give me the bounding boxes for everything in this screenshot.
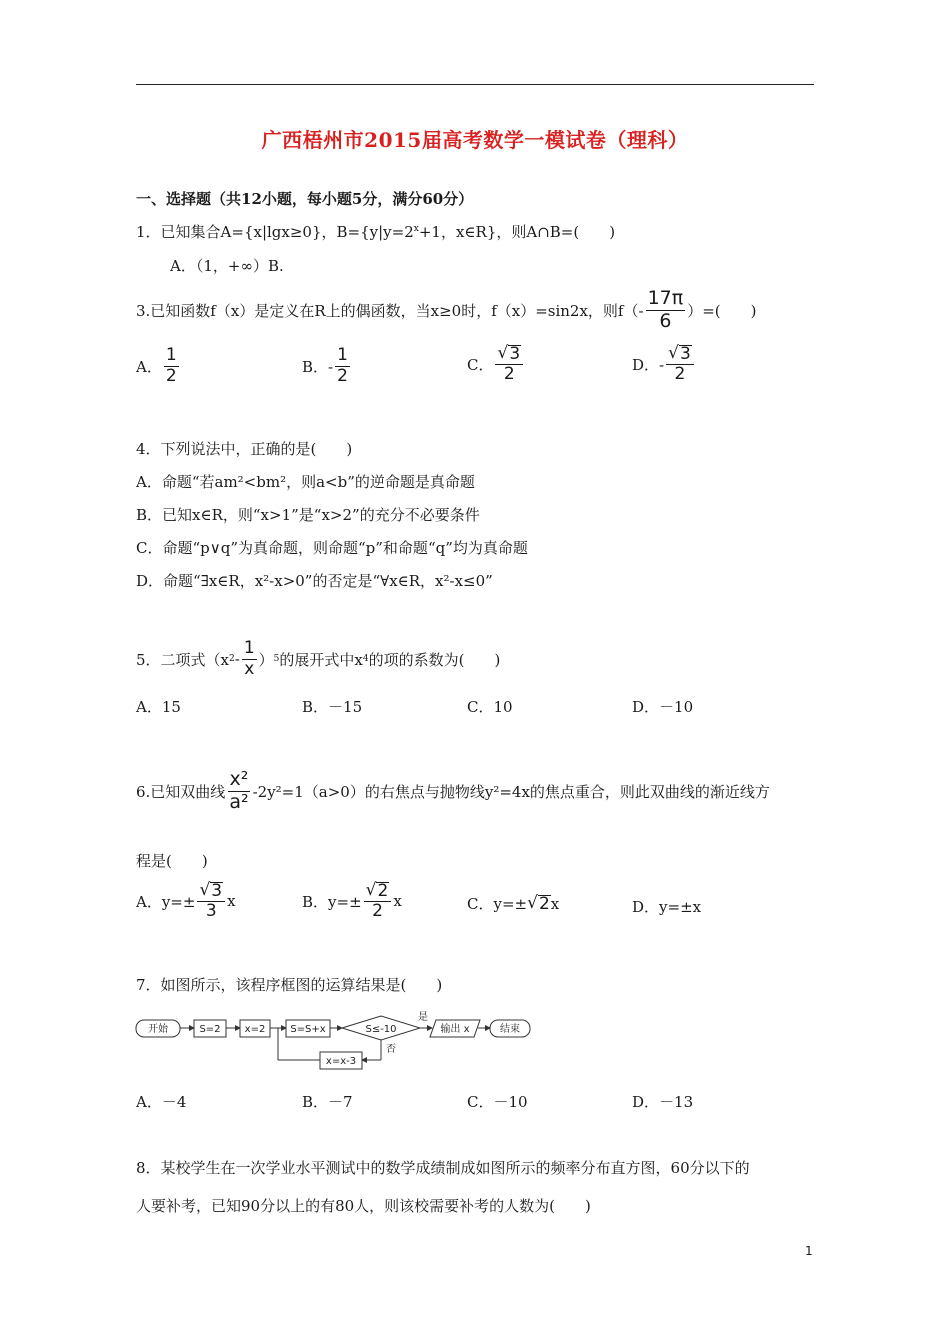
fraction-17pi-6: $\frac{17\pi}{6}$	[647, 287, 684, 332]
question-3-option-a: A． $\frac{1}{2}$	[136, 345, 177, 386]
page-title: 广西梧州市2015届高考数学一模试卷（理科）	[261, 128, 689, 152]
question-8-line1: 8．某校学生在一次学业水平测试中的数学成绩制成如图所示的频率分布直方图，60分以下的	[136, 1159, 750, 1177]
question-6-option-c: C．y=± √ 2 x	[467, 892, 560, 914]
question-7-option-d: D．－13	[632, 1093, 694, 1111]
question-3-option-d: D．- √ 3 2	[632, 345, 696, 384]
question-6-option-b: B．y=± √ 2 2 x	[302, 880, 402, 921]
flow-start-label: 开始	[148, 1024, 168, 1035]
flow-end-label: 结束	[500, 1024, 520, 1035]
flowchart-svg	[134, 1010, 534, 1076]
flow-condition-label: S≤-10	[365, 1024, 397, 1035]
flow-x-update-label: x=x-3	[325, 1056, 357, 1067]
question-1-option-a: A．（1，+∞）B.	[170, 257, 284, 275]
question-7: 7．如图所示，该程序框图的运算结果是( )	[136, 976, 443, 994]
question-3-option-c: C． √ 3 2	[467, 345, 525, 384]
question-1: 1．已知集合A={x|lgx≥0}，$B=\{y|y=2^x+1$，x∈R}，则A∩B=( )	[136, 223, 616, 241]
flowchart	[134, 1010, 534, 1076]
question-5-option-d: D．－10	[632, 698, 694, 716]
question-3: 3.已知函数f（x）是定义在R上的偶函数，当x≥0时，f（x）=sin2x，则f（- $\frac{17\pi}{6}$ ）=( )	[136, 287, 757, 332]
section-heading: 一、选择题（共12小题，每小题5分，满分60分）	[136, 190, 474, 208]
flow-x-init-label: x=2	[244, 1024, 266, 1035]
flow-no-label: 否	[386, 1044, 396, 1055]
question-6: 6.已知双曲线 $\frac{\text{x²}}{\text{a²}}$ -2y²=1（a>0）的右焦点与抛物线y²=4x的焦点重合，则此双曲线的渐近线方	[136, 768, 770, 813]
question-7-option-c: C．－10	[467, 1093, 528, 1111]
question-6-line2: 程是( )	[136, 852, 208, 870]
question-6-option-d: D．y=±x	[632, 898, 702, 916]
page-number: 1	[805, 1244, 813, 1258]
question-6-option-a: A．y=± √ 3 3 x	[136, 880, 236, 921]
question-7-option-a: A．－4	[136, 1093, 187, 1111]
question-7-option-b: B．－7	[302, 1093, 353, 1111]
question-3-option-b: B．- $\frac{1}{2}$	[302, 345, 348, 386]
question-5-option-a: A．15	[136, 698, 181, 716]
question-4-option-b: B．已知x∈R，则“x>1”是“x>2”的充分不必要条件	[136, 506, 480, 524]
question-4-option-c: C．命题“p∨q”为真命题，则命题“p”和命题“q”均为真命题	[136, 539, 528, 557]
flow-s-update-label: S=S+x	[290, 1024, 326, 1035]
question-5-option-c: C．10	[467, 698, 513, 716]
question-5-option-b: B．－15	[302, 698, 363, 716]
flow-output-label: 输出 x	[440, 1024, 470, 1035]
question-4: 4．下列说法中，正确的是( )	[136, 440, 353, 458]
top-rule	[136, 84, 814, 85]
question-4-option-d: D．命题“∃x∈R，x²-x>0”的否定是“∀x∈R，x²-x≤0”	[136, 572, 493, 590]
question-5: 5．二项式（x 2 - $\frac{1}{x}$ ） 5 的展开式中x 4 的项的系数为( )	[136, 638, 501, 679]
flow-yes-label: 是	[418, 1012, 428, 1023]
flow-s-init-label: S=2	[199, 1024, 221, 1035]
question-8-line2: 人要补考，已知90分以上的有80人，则该校需要补考的人数为( )	[136, 1197, 591, 1215]
question-4-option-a: A．命题“若am²<bm²，则a<b”的逆命题是真命题	[136, 473, 475, 491]
